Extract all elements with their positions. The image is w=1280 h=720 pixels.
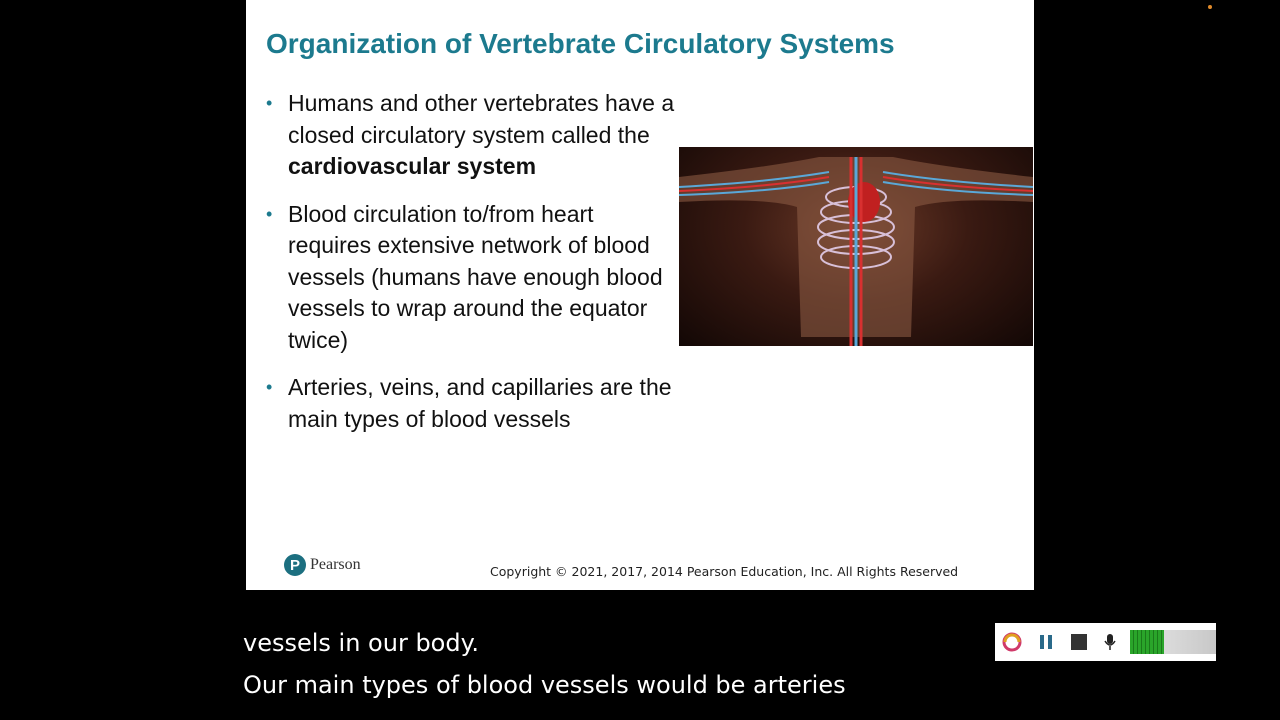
audio-level-meter [1130,630,1216,654]
pearson-p-icon: P [284,554,306,576]
recorder-logo-icon[interactable] [1001,631,1023,653]
stop-button[interactable] [1069,631,1091,653]
bullet-item [266,88,676,183]
bullet-bold-term: cardiovascular system [288,153,537,179]
caption-line: vessels in our body. [243,629,480,657]
slide [246,0,1034,590]
subtitle-captions [243,622,846,706]
audio-level-fill [1130,630,1164,654]
recording-toolbar [995,623,1216,661]
bullet-text: Blood circulation to/from heart requires extensive network of blood vessels (humans have enough blood vessels to wrap around the equator twice) [288,200,663,353]
microphone-icon[interactable] [1102,631,1118,653]
bullet-text: Humans and other vertebrates have a closed circulatory system called the [288,90,675,148]
pearson-logo [284,554,361,576]
logo-text: Pearson [310,556,361,573]
slide-title: Organization of Vertebrate Circulatory Systems [266,28,895,59]
bullet-item [266,199,676,357]
bullet-dot-icon: • [266,203,273,224]
pause-button[interactable] [1035,631,1057,653]
cardiovascular-system-image [679,147,1033,346]
bullet-dot-icon: • [266,93,273,113]
bullet-dot-icon: • [266,377,273,397]
caption-line: Our main types of blood vessels would be arteries [243,671,846,699]
indicator-dot [1208,5,1212,9]
bullet-list [266,88,676,451]
bullet-text: Arteries, veins, and capillaries are the main types of blood vessels [288,374,672,432]
bullet-item [266,372,676,435]
copyright-notice: Copyright © 2021, 2017, 2014 Pearson Education, Inc. All Rights Reserved [490,564,959,579]
